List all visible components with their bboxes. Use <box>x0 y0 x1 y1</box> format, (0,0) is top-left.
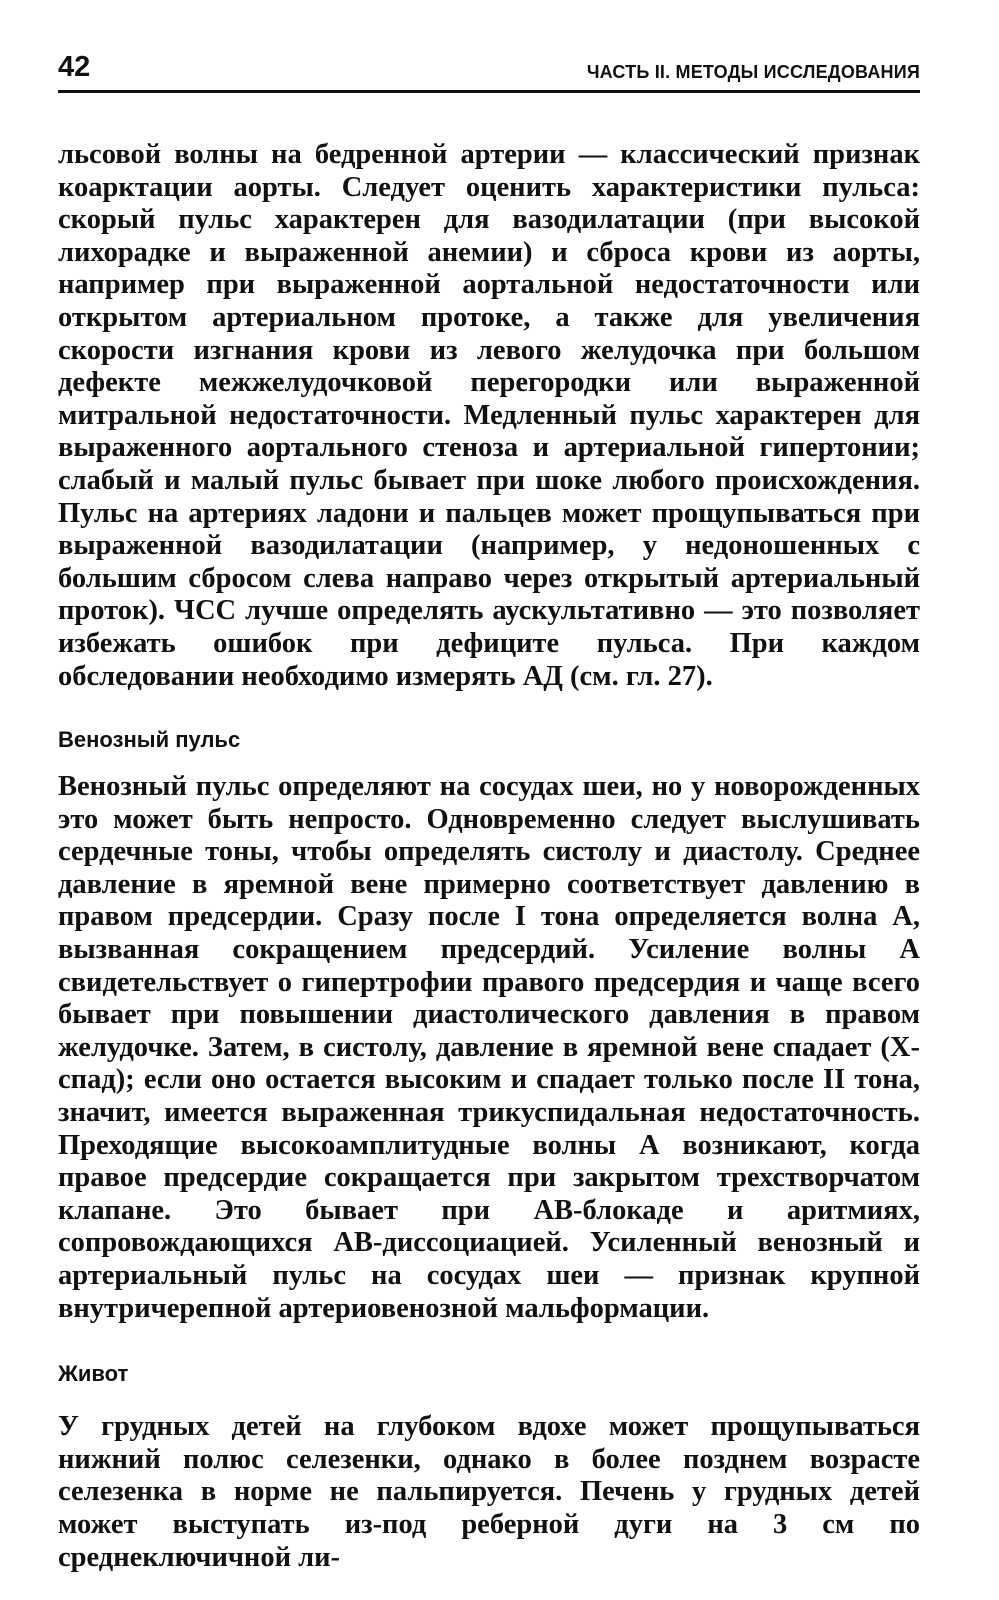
running-header <box>58 38 920 93</box>
paragraph-arterial-pulse: льсовой волны на бедренной артерии — классический признак коарктации аорты. Следует оценить характеристики пульса: скорый пульс характерен для вазодилатации (при высокой лихорадке и выраженной анемии) и сброса крови из аорты, например при выраженной аортальной недостаточности или открытом артериальном протоке, а также для увеличения скорости изгнания крови из левого желудочка при большом дефекте межжелудочковой перегородки или выраженной митральной недостаточности. Медленный пульс характерен для выраженного аортального стеноза и артериальной гипертонии; слабый и малый пульс бывает при шоке любого происхождения. Пульс на артериях ладони и пальцев может прощупываться при выраженной вазодилатации (например, у недоношенных с большим сбросом слева направо через открытый артериальный проток). ЧСС лучше определять аускультативно — это позволяет избежать ошибок при дефиците пульса. При каждом обследовании необходимо измерять АД (см. гл. 27). <box>58 139 920 692</box>
paragraph-venous-pulse: Венозный пульс определяют на сосудах шеи, но у новорожденных это может быть непросто. Одновременно следует выслушивать сердечные тоны, чтобы определять систолу и диастолу. Среднее давление в яремной вене примерно соответствует давлению в правом предсердии. Сразу после I тона определяется волна А, вызванная сокращением предсердий. Усиление волны А свидетельствует о гипертрофии правого предсердия и чаще всего бывает при повышении диастолического давления в правом желудочке. Затем, в систолу, давление в яремной вене спадает (Х-спад); если оно остается высоким и спадает только после II тона, значит, имеется выраженная трикуспидальная недостаточность. Преходящие высокоамплитудные волны А возникают, когда правое предсердие сокращается при закрытом трехстворчатом клапане. Это бывает при АВ-блокаде и аритмиях, сопровождающихся АВ-диссоциацией. Усиленный венозный и артериальный пульс на сосудах шеи — признак крупной внутричерепной артериовенозной мальформации. <box>58 771 920 1324</box>
section-heading-venous-pulse: Венозный пульс <box>58 727 241 753</box>
section-heading-abdomen: Живот <box>58 1361 129 1387</box>
paragraph-abdomen: У грудных детей на глубоком вдохе может прощупываться нижний полюс селезенки, однако в более позднем возрасте селезенка в норме не пальпируется. Печень у грудных детей может выступать из-под реберной дуги на 3 см по среднеключичной ли- <box>58 1411 920 1573</box>
page-number: 42 <box>58 51 91 83</box>
book-page <box>58 38 920 1573</box>
running-title: ЧАСТЬ II. МЕТОДЫ ИССЛЕДОВАНИЯ <box>586 62 920 82</box>
